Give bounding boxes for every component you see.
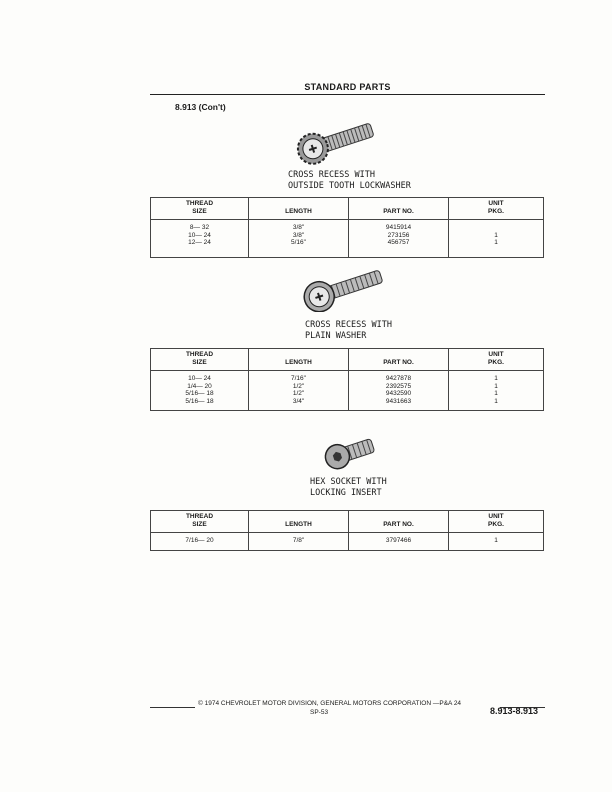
part-caption: CROSS RECESS WITH PLAIN WASHER [305, 320, 392, 341]
page-code: SP-53 [310, 709, 329, 716]
col-part-no: PART NO. [349, 198, 449, 220]
section-range: 8.913-8.913 [490, 706, 539, 716]
col-length: LENGTH [249, 349, 349, 371]
copyright: © 1974 CHEVROLET MOTOR DIVISION, GENERAL MOTORS CORPORATION —P&A 24 [198, 700, 462, 707]
col-length: LENGTH [249, 198, 349, 220]
col-length: LENGTH [249, 511, 349, 533]
screw-plain-washer-illustration [298, 266, 388, 312]
part-caption: CROSS RECESS WITH OUTSIDE TOOTH LOCKWASHER [288, 170, 411, 191]
col-unit-pkg: UNIT PKG. [449, 511, 544, 533]
col-part-no: PART NO. [349, 349, 449, 371]
parts-table-1 [150, 197, 544, 258]
screw-lockwasher-illustration [292, 116, 382, 168]
parts-table-2 [150, 348, 544, 411]
col-thread-size: THREAD SIZE [151, 198, 249, 220]
col-unit-pkg: UNIT PKG. [449, 349, 544, 371]
part-caption: HEX SOCKET WITH LOCKING INSERT [310, 477, 387, 498]
table-row: 7/16— 20 7/8" 3797466 1 [151, 533, 544, 551]
col-thread-size: THREAD SIZE [151, 511, 249, 533]
section-number: 8.913 (Con't) [175, 102, 226, 112]
parts-table-3 [150, 510, 544, 551]
col-thread-size: THREAD SIZE [151, 349, 249, 371]
table-row: 8— 32 10— 24 12— 24 3/8" 3/8" 5/16" 9415914 273156 456757 1 1 [151, 220, 544, 258]
page-header: STANDARD PARTS [304, 82, 391, 92]
footer-rule-left [150, 707, 195, 708]
header-rule [150, 94, 545, 95]
col-part-no: PART NO. [349, 511, 449, 533]
col-unit-pkg: UNIT PKG. [449, 198, 544, 220]
hex-socket-screw-illustration [322, 432, 382, 474]
table-row: 10— 24 1/4— 20 5/16— 18 5/16— 18 7/16" 1/2" 1/2" 3/4" 9427878 2392575 9432590 9431663 1 1 1 1 [151, 371, 544, 411]
